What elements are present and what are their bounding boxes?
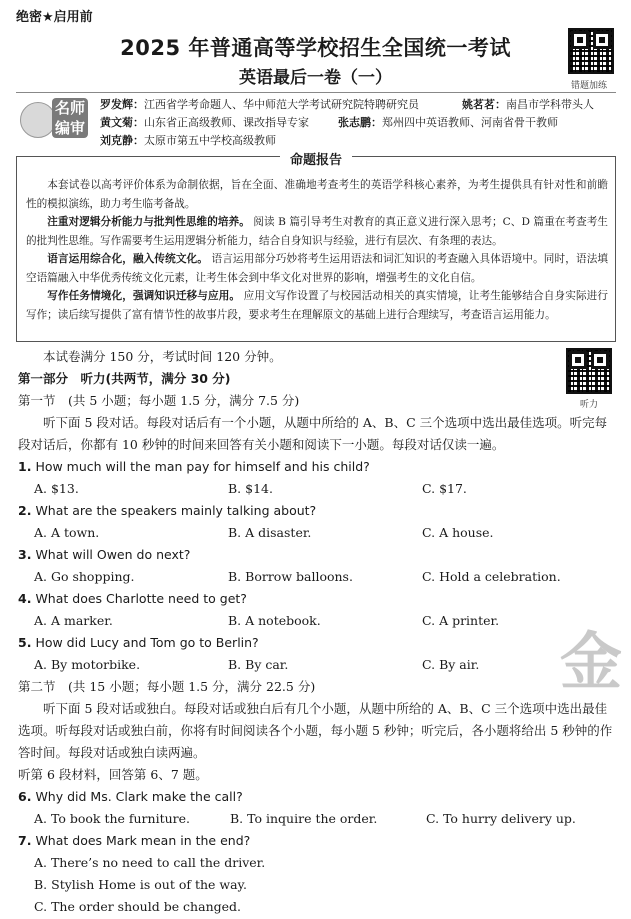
option-row	[18, 478, 614, 500]
question-number: 4.	[18, 591, 32, 606]
author-desc: 山东省正高级教师、课改指导专家	[144, 116, 309, 129]
report-text: 阅读 B 篇引导考生对教育的真正意义进行深入思考；C、D 篇重在考查考生的批判性思维。写作需要考生运用逻辑分析能力，结合自身知识与经验，进行有层次、有条理的表达。	[26, 216, 609, 247]
option-a[interactable]: A. To book the furniture.	[34, 811, 191, 826]
qr-caption: 错题加练	[571, 81, 608, 91]
listening-caption: 听力	[580, 400, 599, 410]
option-c[interactable]: C. The order should be changed.	[34, 899, 241, 914]
report-emphasis: 写作任务情境化，强调知识迁移与应用。	[47, 290, 241, 302]
option-a[interactable]: A. A marker.	[34, 613, 113, 628]
question-number: 3.	[18, 547, 32, 562]
report-text: 语言运用部分巧妙将考生运用语法和词汇知识的考查融入具体语境中。同时，语法填空语篇融入中华优秀传统文化元素，让考生体会到中华文化对世界的影响，增强考生的文化自信。	[26, 253, 609, 284]
author-name: 刘克静：	[100, 134, 144, 147]
report-paragraph: 本套试卷以高考评价体系为命制依据，旨在全面、准确地考查考生的英语学科核心素养，为考生提供具有针对性和前瞻性的模拟演练，助力考生临考备战。	[26, 179, 608, 210]
option-a[interactable]: A. Go shopping.	[34, 569, 135, 584]
report-text: 应用文写作设置了与校园活动相关的真实情境，让考生能够结合自身实际进行写作；读后续写提供了富有情节性的故事片段，要求考生在理解原文的基础上进行合理续写，考查语言运用能力。	[26, 290, 608, 321]
question-text: What will Owen do next?	[35, 547, 191, 562]
question-number: 2.	[18, 503, 32, 518]
author-name: 罗发辉：	[100, 98, 144, 111]
section-instructions: 听下面 5 段对话或独白。每段对话或独白后有几个小题，从题中所给的 A、B、C 三个选项中选出最佳选项。听每段对话或独白前，你将有时间阅读各个小题，每小题 5 秒钟；听完后，各小题将给出 5 秒钟的作答时间。每段对话或独白读两遍。	[18, 701, 613, 760]
option-row	[18, 522, 614, 544]
section-heading: 第一节 (共 5 小题；每小题 1.5 分，满分 7.5 分)	[18, 393, 300, 408]
option-b[interactable]: B. Borrow balloons.	[228, 569, 353, 584]
option-c[interactable]: C. Hold a celebration.	[422, 569, 561, 584]
badge-line1: 名师	[54, 99, 85, 117]
option-b[interactable]: B. A disaster.	[228, 525, 312, 540]
option-row	[18, 610, 614, 632]
badge-label	[52, 98, 88, 138]
option-c[interactable]: C. A printer.	[422, 613, 500, 628]
question-stem	[18, 632, 614, 654]
question-number: 7.	[18, 833, 32, 848]
author-desc: 南昌市学科带头人	[506, 98, 594, 111]
report-emphasis: 语言运用综合化，融入传统文化。	[47, 253, 208, 265]
material-note: 听第 6 段材料，回答第 6、7 题。	[18, 767, 208, 782]
confidential-label: 绝密★启用前	[16, 10, 93, 25]
report-emphasis: 注重对逻辑分析能力与批判性思维的培养。	[47, 216, 250, 228]
author-entry	[462, 96, 594, 112]
watermark-stamp: 金	[560, 625, 623, 698]
question-stem	[18, 500, 614, 522]
option-b[interactable]: B. A notebook.	[228, 613, 321, 628]
author-entry	[100, 114, 309, 130]
qr-code-icon	[568, 28, 614, 74]
option-c[interactable]: C. To hurry delivery up.	[426, 811, 576, 826]
exam-title: 2025 年普通高等学校招生全国统一考试	[120, 36, 511, 60]
report-paragraph	[26, 250, 608, 287]
question-text: How much will the man pay for himself and his child?	[35, 459, 370, 474]
exam-body	[18, 346, 614, 918]
badge-line2: 编审	[54, 119, 85, 137]
option-row	[18, 654, 614, 676]
question-text: What are the speakers mainly talking about?	[35, 503, 317, 518]
report-paragraph	[26, 287, 608, 324]
author-entry	[100, 132, 276, 148]
author-name: 黄文菊：	[100, 116, 144, 129]
report-paragraph	[26, 213, 608, 250]
author-name: 姚茗茗：	[462, 98, 506, 111]
option-a[interactable]: A. By motorbike.	[34, 657, 141, 672]
exam-info: 本试卷满分 150 分，考试时间 120 分钟。	[43, 349, 282, 364]
question-stem	[18, 456, 614, 478]
option-row	[18, 808, 614, 830]
question-stem	[18, 544, 614, 566]
section-heading: 第二节 (共 15 小题；每小题 1.5 分，满分 22.5 分)	[18, 679, 316, 694]
report-body	[26, 176, 608, 324]
divider	[16, 92, 616, 93]
question-stem	[18, 786, 614, 808]
mascot-icon	[20, 102, 56, 138]
part-heading: 第一部分 听力(共两节，满分 30 分)	[18, 371, 231, 386]
author-entry	[100, 96, 419, 112]
section-instructions: 听下面 5 段对话。每段对话后有一个小题，从题中所给的 A、B、C 三个选项中选出最佳选项。听完每段对话后，你都有 10 秒钟的时间来回答有关小题和阅读下一小题。每段对话仅读一遍。	[18, 415, 608, 452]
author-desc: 太原市第五中学校高级教师	[144, 134, 276, 147]
report-title: 命题报告	[280, 153, 352, 168]
question-number: 1.	[18, 459, 32, 474]
option-c[interactable]: C. $17.	[422, 481, 467, 496]
question-text: What does Charlotte need to get?	[35, 591, 247, 606]
option-b[interactable]: B. To inquire the order.	[230, 811, 378, 826]
report-heading	[16, 149, 616, 168]
option-c[interactable]: C. By air.	[422, 657, 480, 672]
question-number: 5.	[18, 635, 32, 650]
option-b[interactable]: B. Stylish Home is out of the way.	[34, 877, 247, 892]
author-entry	[338, 114, 558, 130]
option-a[interactable]: A. There’s no need to call the driver.	[34, 855, 266, 870]
expert-badge	[18, 96, 88, 146]
author-desc: 江西省学考命题人、华中师范大学考试研究院特聘研究员	[144, 98, 419, 111]
option-c[interactable]: C. A house.	[422, 525, 494, 540]
question-number: 6.	[18, 789, 32, 804]
option-a[interactable]: A. A town.	[34, 525, 100, 540]
question-text: Why did Ms. Clark make the call?	[35, 789, 243, 804]
option-b[interactable]: B. By car.	[228, 657, 289, 672]
option-b[interactable]: B. $14.	[228, 481, 273, 496]
author-name: 张志鹏：	[338, 116, 382, 129]
question-text: What does Mark mean in the end?	[35, 833, 251, 848]
question-stem	[18, 830, 614, 852]
question-stem	[18, 588, 614, 610]
exam-subtitle: 英语最后一卷（一）	[239, 68, 392, 88]
option-row	[18, 566, 614, 588]
option-a[interactable]: A. $13.	[34, 481, 79, 496]
question-text: How did Lucy and Tom go to Berlin?	[35, 635, 259, 650]
author-desc: 郑州四中英语教师、河南省骨干教师	[382, 116, 558, 129]
